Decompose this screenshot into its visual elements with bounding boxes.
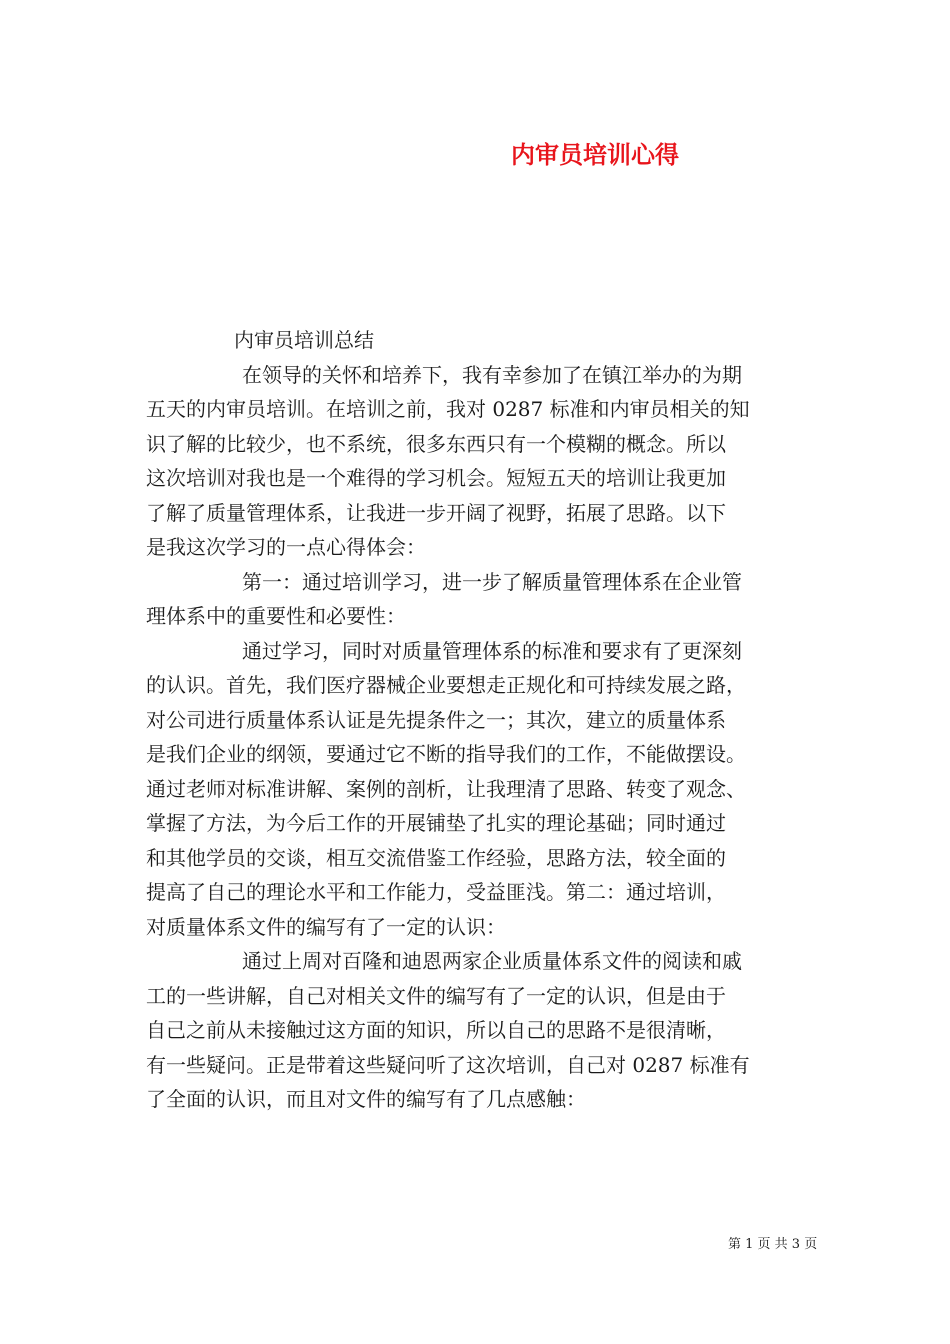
paragraph-line: 五天的内审员培训。在培训之前，我对 0287 标准和内审员相关的知 (146, 397, 750, 421)
paragraph-line: 通过老师对标准讲解、案例的剖析，让我理清了思路、转变了观念、 (146, 776, 746, 801)
paragraph-line: 第一：通过培训学习，进一步了解质量管理体系在企业管 (242, 569, 742, 594)
paragraph-line: 了解了质量管理体系，让我进一步开阔了视野，拓展了思路。以下 (146, 500, 726, 525)
paragraph-line: 通过学习，同时对质量管理体系的标准和要求有了更深刻 (242, 638, 742, 663)
page-number: 第 1 页 共 3 页 (728, 1237, 818, 1252)
paragraph-line: 对公司进行质量体系认证是先提条件之一；其次，建立的质量体系 (146, 707, 726, 732)
paragraph-line: 这次培训对我也是一个难得的学习机会。短短五天的培训让我更加 (146, 466, 726, 490)
document-body (146, 323, 806, 1117)
paragraph-line: 在领导的关怀和培养下，我有幸参加了在镇江举办的为期 (242, 362, 742, 387)
paragraph-line: 和其他学员的交谈，相互交流借鉴工作经验，思路方法，较全面的 (146, 845, 726, 870)
paragraph-line: 是我们企业的纲领，要通过它不断的指导我们的工作，不能做摆设。 (146, 742, 746, 766)
paragraph-line: 有一些疑问。正是带着这些疑问听了这次培训，自己对 0287 标准有 (146, 1052, 750, 1077)
paragraph-line: 内审员培训总结 (234, 328, 374, 352)
paragraph-line: 提高了自己的理论水平和工作能力，受益匪浅。第二：通过培训， (146, 880, 726, 904)
paragraph-line: 是我这次学习的一点心得体会： (146, 535, 426, 559)
page-title: 内审员培训心得 (511, 140, 679, 169)
paragraph-line: 的认识。首先，我们医疗器械企业要想走正规化和可持续发展之路， (146, 673, 746, 697)
paragraph-line: 识了解的比较少，也不系统，很多东西只有一个模糊的概念。所以 (146, 431, 726, 456)
paragraph-line: 自己之前从未接触过这方面的知识，所以自己的思路不是很清晰， (146, 1018, 726, 1042)
paragraph-line: 理体系中的重要性和必要性： (146, 604, 406, 628)
paragraph-line: 了全面的认识，而且对文件的编写有了几点感触： (146, 1087, 586, 1111)
paragraph-line: 通过上周对百隆和迪恩两家企业质量体系文件的阅读和戚 (242, 949, 742, 973)
paragraph-line: 对质量体系文件的编写有了一定的认识： (146, 914, 506, 939)
paragraph-line: 掌握了方法，为今后工作的开展铺垫了扎实的理论基础；同时通过 (146, 811, 726, 835)
paragraph-line: 工的一些讲解，自己对相关文件的编写有了一定的认识，但是由于 (146, 983, 726, 1008)
